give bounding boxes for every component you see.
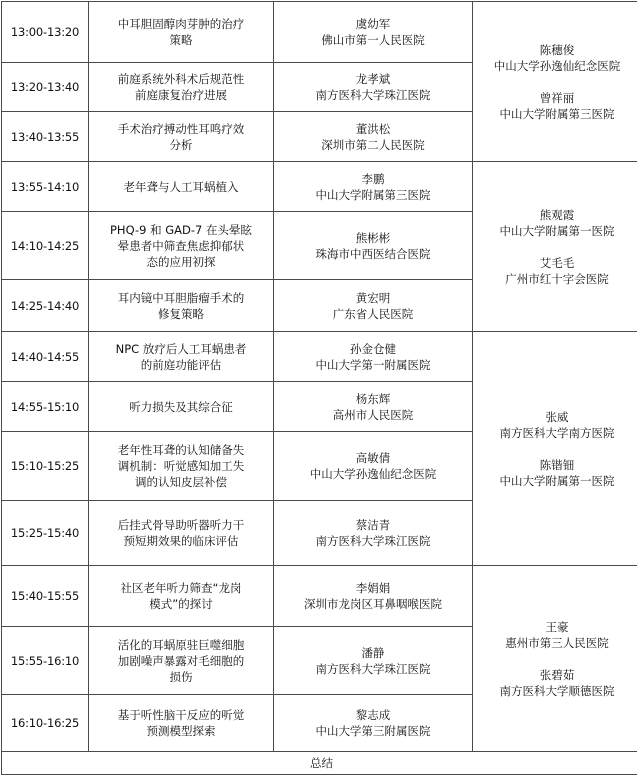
session-chairs — [473, 2, 637, 162]
summary-row — [2, 752, 637, 775]
speaker — [274, 332, 473, 382]
speaker — [274, 2, 473, 63]
talk-topic: 基于听性脑干反应的听觉 预测模型探索 — [89, 695, 274, 752]
chair-hospital: 中山大学孙逸仙纪念医院 — [477, 58, 637, 74]
speaker — [274, 212, 473, 280]
talk-topic: 中耳胆固醇肉芽肿的治疗 策略 — [89, 2, 274, 63]
time-slot: 15:40-15:55 — [2, 566, 89, 627]
speaker — [274, 501, 473, 566]
speaker — [274, 112, 473, 162]
speaker — [274, 566, 473, 627]
chair-name: 陈锴钿 — [477, 457, 637, 473]
speaker-name: 黄宏明 — [278, 290, 468, 306]
time-slot: 13:20-13:40 — [2, 63, 89, 112]
speaker-name: 熊彬彬 — [278, 230, 468, 246]
speaker-hospital: 佛山市第一人民医院 — [278, 32, 468, 48]
speaker-hospital: 南方医科大学珠江医院 — [278, 87, 468, 103]
time-slot: 13:40-13:55 — [2, 112, 89, 162]
speaker-hospital: 南方医科大学珠江医院 — [278, 661, 468, 677]
speaker-hospital: 南方医科大学珠江医院 — [278, 533, 468, 549]
speaker-hospital: 深圳市龙岗区耳鼻咽喉医院 — [278, 596, 468, 612]
talk-topic: PHQ-9 和 GAD-7 在头晕眩 晕患者中筛查焦虑抑郁状 态的应用初探 — [89, 212, 274, 280]
time-slot: 14:55-15:10 — [2, 382, 89, 432]
speaker-name: 孙金仓健 — [278, 341, 468, 357]
speaker-name: 蔡洁青 — [278, 517, 468, 533]
time-slot: 15:10-15:25 — [2, 432, 89, 501]
time-slot: 13:55-14:10 — [2, 162, 89, 212]
speaker — [274, 162, 473, 212]
chair-name: 张碧茹 — [477, 667, 637, 683]
chair-hospital: 广州市红十字会医院 — [477, 271, 637, 287]
time-slot: 14:25-14:40 — [2, 280, 89, 332]
speaker-name: 董洪松 — [278, 121, 468, 137]
talk-topic: 老年性耳聋的认知储备失 调机制：听觉感知加工失 调的认知皮层补偿 — [89, 432, 274, 501]
speaker — [274, 627, 473, 695]
speaker-hospital: 珠海市中西医结合医院 — [278, 246, 468, 262]
talk-topic: NPC 放疗后人工耳蜗患者 的前庭功能评估 — [89, 332, 274, 382]
speaker — [274, 432, 473, 501]
speaker-name: 潘静 — [278, 645, 468, 661]
chair-name: 王豪 — [477, 619, 637, 635]
speaker-name: 李鹏 — [278, 171, 468, 187]
table-row — [2, 2, 637, 63]
speaker — [274, 63, 473, 112]
time-slot: 13:00-13:20 — [2, 2, 89, 63]
speaker-hospital: 中山大学附属第三医院 — [278, 187, 468, 203]
speaker — [274, 280, 473, 332]
talk-topic: 听力损失及其综合征 — [89, 382, 274, 432]
time-slot: 16:10-16:25 — [2, 695, 89, 752]
speaker-hospital: 深圳市第二人民医院 — [278, 137, 468, 153]
time-slot: 15:25-15:40 — [2, 501, 89, 566]
speaker-name: 龙孝斌 — [278, 71, 468, 87]
speaker-hospital: 中山大学第三附属医院 — [278, 723, 468, 739]
summary-label: 总结 — [2, 752, 637, 775]
talk-topic: 后挂式骨导助听器听力干 预短期效果的临床评估 — [89, 501, 274, 566]
time-slot: 14:40-14:55 — [2, 332, 89, 382]
chair-hospital: 南方医科大学南方医院 — [477, 425, 637, 441]
speaker-name: 高敏倩 — [278, 450, 468, 466]
chair-hospital: 南方医科大学顺德医院 — [477, 683, 637, 699]
table-row — [2, 566, 637, 627]
schedule-table — [1, 1, 637, 775]
time-slot: 15:55-16:10 — [2, 627, 89, 695]
chair-name: 艾毛毛 — [477, 255, 637, 271]
table-row — [2, 162, 637, 212]
session-chairs — [473, 566, 637, 752]
chair-hospital: 中山大学附属第一医院 — [477, 473, 637, 489]
talk-topic: 社区老年听力筛查“龙岗 模式”的探讨 — [89, 566, 274, 627]
speaker-name: 李娟娟 — [278, 580, 468, 596]
chair-hospital: 中山大学附属第一医院 — [477, 223, 637, 239]
speaker-hospital: 广东省人民医院 — [278, 306, 468, 322]
speaker-hospital: 高州市人民医院 — [278, 407, 468, 423]
chair-name: 曾祥丽 — [477, 90, 637, 106]
chair-hospital: 惠州市第三人民医院 — [477, 635, 637, 651]
speaker-hospital: 中山大学第一附属医院 — [278, 357, 468, 373]
session-chairs — [473, 332, 637, 566]
speaker-name: 虞幼军 — [278, 16, 468, 32]
talk-topic: 活化的耳蜗原驻巨噬细胞 加剧噪声暴露对毛细胞的 损伤 — [89, 627, 274, 695]
chair-name: 张威 — [477, 409, 637, 425]
speaker — [274, 382, 473, 432]
time-slot: 14:10-14:25 — [2, 212, 89, 280]
chair-name: 熊观霞 — [477, 207, 637, 223]
talk-topic: 老年聋与人工耳蜗植入 — [89, 162, 274, 212]
speaker-name: 杨东辉 — [278, 391, 468, 407]
talk-topic: 耳内镜中耳胆脂瘤手术的 修复策略 — [89, 280, 274, 332]
talk-topic: 手术治疗搏动性耳鸣疗效 分析 — [89, 112, 274, 162]
speaker — [274, 695, 473, 752]
session-chairs — [473, 162, 637, 332]
table-row — [2, 332, 637, 382]
chair-name: 陈穗俊 — [477, 42, 637, 58]
chair-hospital: 中山大学附属第三医院 — [477, 106, 637, 122]
speaker-name: 黎志成 — [278, 707, 468, 723]
talk-topic: 前庭系统外科术后规范性 前庭康复治疗进展 — [89, 63, 274, 112]
speaker-hospital: 中山大学孙逸仙纪念医院 — [278, 466, 468, 482]
